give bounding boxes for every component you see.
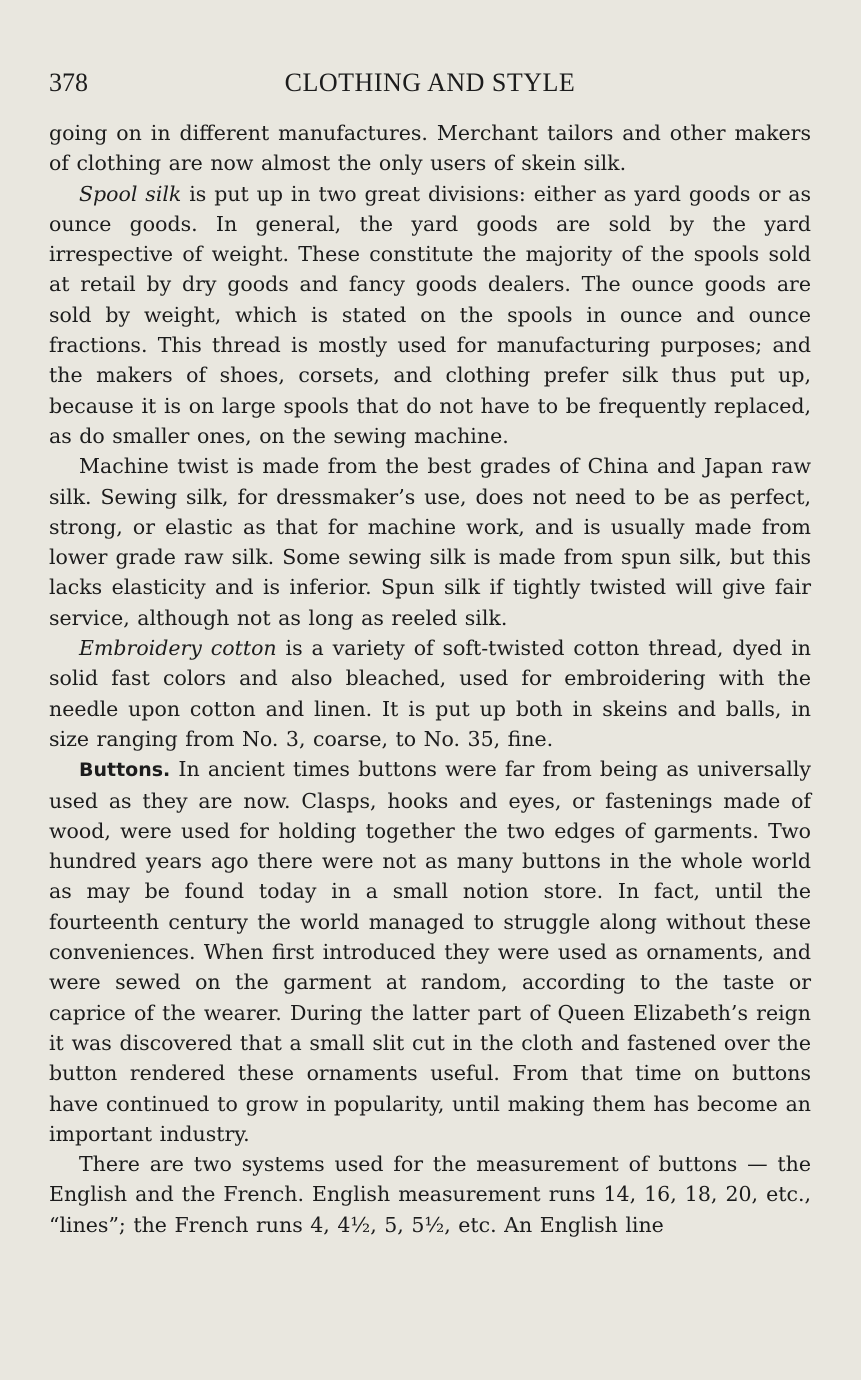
paragraph-text: Machine twist is made from the best grades of China and Japan raw silk. Sewing silk, for dressmaker’s use, does not need to be as perfect, strong, or elastic as that for machine work, and is usually made from lower grade raw silk. Some sewing silk is made from spun silk, but this lacks elasticity and is inferior. Spun silk if tightly twisted will give fair service, although not as long as reeled silk. bbox=[49, 454, 811, 630]
paragraph bbox=[49, 179, 811, 452]
paragraph-text: going on in different manufactures. Merchant tailors and other makers of clothing are now almost the only users of skein silk. bbox=[49, 121, 811, 176]
paragraph-text: is put up in two great divisions: either as yard goods or as ounce goods. In general, the yard goods are sold by the yard irrespective of weight. These constitute the majority of the spools sold at retail by dry goods and fancy goods dealers. The ounce goods are sold by weight, which is stated on the spools in ounce and ounce fractions. This thread is mostly used for manufacturing purposes; and the makers of shoes, corsets, and clothing prefer silk thus put up, because it is on large spools that do not have to be frequently replaced, as do smaller ones, on the sewing machine. bbox=[49, 181, 811, 448]
paragraph bbox=[49, 1149, 811, 1240]
page-header bbox=[49, 68, 811, 104]
paragraph bbox=[49, 754, 811, 1149]
page-number: 378 bbox=[49, 68, 88, 97]
term-embroidery-cotton: Embroidery cotton bbox=[79, 636, 277, 661]
paragraph bbox=[49, 633, 811, 754]
paragraph-text: is a variety of soft-twisted cotton thread, dyed in solid fast colors and also bleached, used for embroidering with the needle upon cotton and linen. It is put up both in skeins and balls, in size ranging from No. 3, coarse, to No. 35, fine. bbox=[49, 636, 811, 751]
term-spool-silk: Spool silk bbox=[79, 181, 182, 206]
paragraph-text: There are two systems used for the measurement of buttons — the English and the French. English measurement runs 14, 16, 18, 20, etc., “lines”; the French runs 4, 4½, 5, 5½, etc. An English line bbox=[49, 1152, 811, 1237]
section-heading-buttons: Buttons. bbox=[79, 759, 171, 782]
body-text bbox=[49, 118, 811, 1240]
paragraph bbox=[49, 118, 811, 179]
running-head: CLOTHING AND STYLE bbox=[284, 68, 576, 97]
paragraph-text: In ancient times buttons were far from being as universally used as they are now. Clasps, hooks and eyes, or fastenings made of wood, were used for holding together the two edges of garments. Two hundred years ago there were not as many buttons in the whole world as may be found today in a small notion store. In fact, until the fourteenth century the world managed to struggle along without these conveniences. When first introduced they were used as ornaments, and were sewed on the garment at random, according to the taste or caprice of the wearer. During the latter part of Queen Elizabeth’s reign it was discovered that a small slit cut in the cloth and fastened over the button rendered these ornaments useful. From that time on buttons have continued to grow in popularity, until making them has become an important industry. bbox=[49, 757, 811, 1146]
paragraph bbox=[49, 451, 811, 633]
